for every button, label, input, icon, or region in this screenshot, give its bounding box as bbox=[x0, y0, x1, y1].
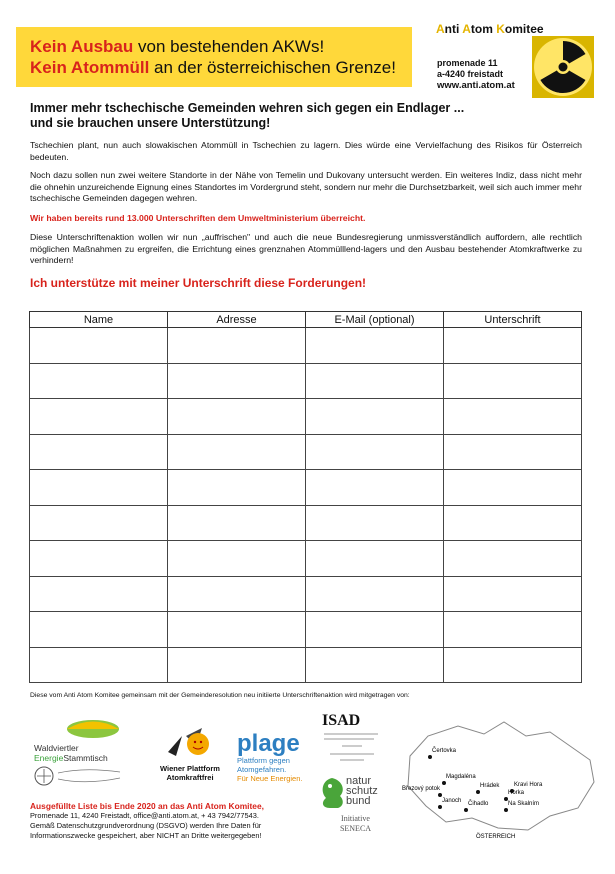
bewegung-logo-icon bbox=[34, 763, 124, 789]
signature-cell[interactable] bbox=[444, 434, 582, 470]
signature-table bbox=[29, 311, 582, 683]
email-cell[interactable] bbox=[306, 647, 444, 683]
address-cell[interactable] bbox=[168, 576, 306, 612]
table-body bbox=[30, 328, 582, 683]
brand-address: promenade 11 a-4240 freistadt bbox=[437, 58, 504, 79]
table-row bbox=[30, 434, 582, 470]
address-cell[interactable] bbox=[168, 363, 306, 399]
email-cell[interactable] bbox=[306, 541, 444, 577]
map-site-dot bbox=[438, 805, 442, 809]
name-cell[interactable] bbox=[30, 470, 168, 506]
address-cell[interactable] bbox=[168, 612, 306, 648]
address-cell[interactable] bbox=[168, 328, 306, 364]
col-address: Adresse bbox=[168, 312, 306, 328]
map-site-dot bbox=[464, 808, 468, 812]
table-row bbox=[30, 647, 582, 683]
address-cell[interactable] bbox=[168, 647, 306, 683]
map-site-label: Čihadlo bbox=[468, 801, 489, 807]
naturschutzbund-logo: natur schutz bund Initiative SENECA bbox=[318, 776, 393, 834]
main-headline: Immer mehr tschechische Gemeinden wehren sich gegen ein Endlager ... und sie brauchen unsere Unterstützung! bbox=[30, 101, 465, 130]
map-site-dot bbox=[438, 793, 442, 797]
col-name: Name bbox=[30, 312, 168, 328]
isad-small-print-icon bbox=[322, 730, 382, 770]
table-row bbox=[30, 470, 582, 506]
sponsors-text: Diese vom Anti Atom Komitee gemeinsam mit der Gemeinderesolution neu initiierte Unterschriftenaktion wird mitgetragen von: bbox=[30, 692, 410, 699]
signature-cell[interactable] bbox=[444, 328, 582, 364]
signature-cell[interactable] bbox=[444, 470, 582, 506]
email-cell[interactable] bbox=[306, 470, 444, 506]
banner-line-1: Kein Ausbau von bestehenden AKWs! bbox=[30, 37, 325, 56]
col-signature: Unterschrift bbox=[444, 312, 582, 328]
signature-cell[interactable] bbox=[444, 363, 582, 399]
table-row bbox=[30, 505, 582, 541]
radiation-trefoil-icon bbox=[532, 36, 594, 98]
map-site-label: Horka bbox=[508, 790, 525, 796]
signature-cell[interactable] bbox=[444, 399, 582, 435]
address-cell[interactable] bbox=[168, 505, 306, 541]
name-cell[interactable] bbox=[30, 576, 168, 612]
signature-cell[interactable] bbox=[444, 576, 582, 612]
table-row bbox=[30, 612, 582, 648]
address-cell[interactable] bbox=[168, 470, 306, 506]
paragraph-highlight: Wir haben bereits rund 13.000 Unterschriften dem Umweltministerium überreicht. bbox=[30, 213, 366, 223]
nsb-frog-icon bbox=[318, 776, 346, 810]
signature-cell[interactable] bbox=[444, 505, 582, 541]
email-cell[interactable] bbox=[306, 399, 444, 435]
email-cell[interactable] bbox=[306, 505, 444, 541]
paragraph-1: Tschechien plant, nun auch slowakischen Atommüll in Tschechien zu lagern. Dies würde eine Vervielfachung des Risikos für Österreich bedeuten. bbox=[30, 140, 582, 162]
email-cell[interactable] bbox=[306, 576, 444, 612]
plage-logo: plage Plattform gegen Atomgefahren. Für Neue Energien. bbox=[237, 730, 303, 783]
email-cell[interactable] bbox=[306, 363, 444, 399]
signature-cell[interactable] bbox=[444, 541, 582, 577]
brand-name: Anti Atom Komitee bbox=[436, 22, 544, 36]
map-site-label: Hrádek bbox=[480, 783, 500, 789]
map-border bbox=[408, 722, 594, 830]
czech-sites-map bbox=[400, 712, 600, 842]
signature-cell[interactable] bbox=[444, 612, 582, 648]
address-cell[interactable] bbox=[168, 399, 306, 435]
address-cell[interactable] bbox=[168, 541, 306, 577]
map-site-label: Na Skalním bbox=[508, 801, 540, 807]
map-site-dot bbox=[428, 755, 432, 759]
sunflower-atom-icon bbox=[162, 722, 218, 762]
name-cell[interactable] bbox=[30, 505, 168, 541]
header-banner bbox=[16, 27, 412, 87]
waldviertler-logo: Waldviertler EnergieStammtisch bbox=[34, 718, 150, 794]
paragraph-3: Diese Unterschriftenaktion wollen wir nun „auffrischen" und auch die neue Bundesregierung unmissverständlich auffordern, alle rechtlich möglichen Maßnahmen zu ergreifen, die Errichtung eines grenznahen Atommülllend-lagers und den Ausbau bestehender Atomkraftwerke zu verhindern! bbox=[30, 232, 582, 265]
table-row bbox=[30, 541, 582, 577]
map-site-label: Janoch bbox=[442, 798, 462, 804]
name-cell[interactable] bbox=[30, 399, 168, 435]
map-site-dot bbox=[476, 790, 480, 794]
name-cell[interactable] bbox=[30, 647, 168, 683]
banner-line-2: Kein Atommüll an der österreichischen Grenze! bbox=[30, 58, 396, 77]
footer: Ausgefüllte Liste bis Ende 2020 an das Anti Atom Komitee, Promenade 11, 4240 Freistadt, office@anti.atom.at, + 43 7942/77543. Gemäß Datenschutzgrundverordnung (DSGVO) werden Ihre Daten für Informationszwecke gespeichert, aber NICHT an Dritte weitergegeben! bbox=[30, 801, 264, 840]
map-site-dot bbox=[504, 808, 508, 812]
call-to-action: Ich unterstütze mit meiner Unterschrift diese Forderungen! bbox=[30, 276, 367, 290]
paragraph-2: Noch dazu sollen nun zwei weitere Standorte in der Nähe von Temelin und Dukovany untersucht werden. Ein weiteres Indiz, dass nicht mehr die ohnehin unzureichende Eignung eines Standortes im Vordergrund steht, sondern nur mehr die Durchsetzbarkeit, weil sich auch immer mehr tschechische Gemeinden dagegen wehren. bbox=[30, 170, 582, 203]
brand-website: www.anti.atom.at bbox=[437, 80, 515, 91]
name-cell[interactable] bbox=[30, 434, 168, 470]
wiener-plattform-logo: Wiener Plattform Atomkraftfrei bbox=[155, 722, 225, 782]
table-row bbox=[30, 576, 582, 612]
map-site-label: Magdaléna bbox=[446, 774, 476, 780]
map-site-label: Březový potok bbox=[402, 786, 441, 792]
email-cell[interactable] bbox=[306, 434, 444, 470]
table-header-row bbox=[30, 312, 582, 328]
map-country-label: ÖSTERREICH bbox=[476, 834, 516, 840]
map-site-label: Kravi Hora bbox=[514, 782, 543, 788]
name-cell[interactable] bbox=[30, 612, 168, 648]
table-row bbox=[30, 399, 582, 435]
table-row bbox=[30, 363, 582, 399]
email-cell[interactable] bbox=[306, 612, 444, 648]
name-cell[interactable] bbox=[30, 541, 168, 577]
signature-cell[interactable] bbox=[444, 647, 582, 683]
name-cell[interactable] bbox=[30, 328, 168, 364]
sun-landscape-icon bbox=[66, 718, 120, 738]
table-row bbox=[30, 328, 582, 364]
name-cell[interactable] bbox=[30, 363, 168, 399]
isad-logo: ISAD bbox=[322, 712, 392, 775]
address-cell[interactable] bbox=[168, 434, 306, 470]
email-cell[interactable] bbox=[306, 328, 444, 364]
col-email: E-Mail (optional) bbox=[306, 312, 444, 328]
map-site-label: Čertovka bbox=[432, 748, 457, 754]
map-site-dot bbox=[442, 781, 446, 785]
